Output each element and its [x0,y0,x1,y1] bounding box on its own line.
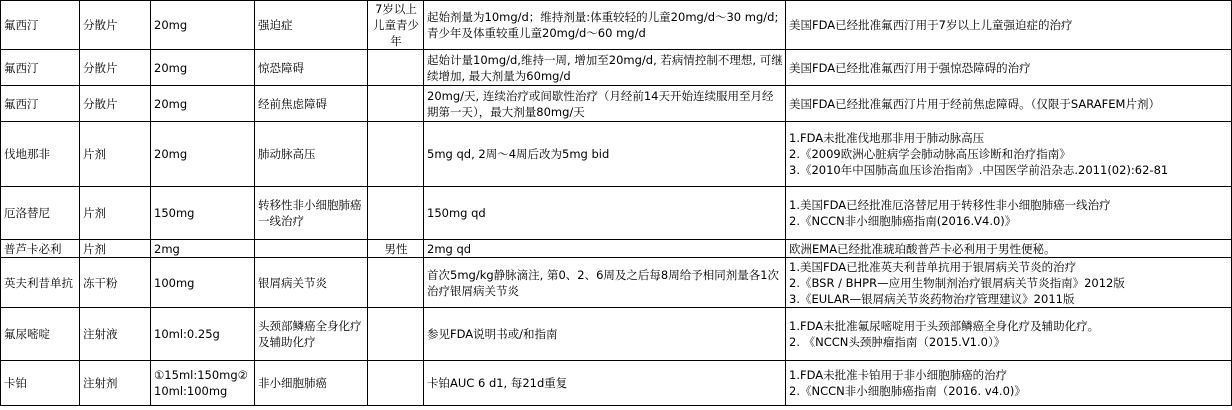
population-cell[interactable] [368,258,424,308]
table-row [1,258,1232,308]
evidence-line: 2.《BSR / BHPR—应用生物制剂治疗银屑病关节炎指南》2012版 [789,275,1125,290]
indication-cell[interactable]: 银屑病关节炎 [255,258,368,308]
dosage-form-cell[interactable]: 注射剂 [80,361,151,406]
indication-cell[interactable]: 非小细胞肺癌 [255,361,368,406]
indication-cell[interactable]: 头颈部鳞癌全身化疗及辅助化疗 [255,308,368,361]
evidence-line: 2. 《NCCN头颈肿瘤指南（2015.V1.0）》 [789,335,1006,349]
population-cell[interactable] [368,187,424,240]
drug-name-cell[interactable]: 英夫利昔单抗 [1,258,80,308]
population-cell[interactable]: 7岁以上儿童青少年 [368,1,424,50]
evidence-line: 1.FDA未批准伐地那非用于肺动脉高压 [789,131,985,145]
drug-name-cell[interactable]: 伐地那非 [1,122,80,187]
dosage-form-cell[interactable]: 分散片 [80,50,151,86]
specification-cell[interactable]: ①15ml:150mg②10ml:100mg [151,361,255,406]
evidence-line: 1.FDA未批准卡铂用于非小细胞肺癌的治疗 [789,368,1008,382]
evidence-cell[interactable]: 欧洲EMA已经批准琥珀酸普芦卡必利用于男性便秘。 [786,240,1232,258]
evidence-line: 3.《EULAR—银屑病关节炎药物治疗管理建议》2011版 [789,291,1075,306]
evidence-cell[interactable] [786,187,1232,240]
drug-name-cell[interactable]: 卡铂 [1,361,80,406]
table-row [1,187,1232,240]
evidence-cell[interactable]: 美国FDA已经批准氟西汀用于7岁以上儿童强迫症的治疗 [786,1,1232,50]
drug-name-cell[interactable]: 氟尿嘧啶 [1,308,80,361]
dosage-cell[interactable]: 起始计量10mg/d,维持一周, 增加至20mg/d, 若病情控制不理想, 可继续增加, 最大剂量为60mg/d [424,50,786,86]
dosage-form-cell[interactable]: 分散片 [80,86,151,122]
drug-name-cell[interactable]: 厄洛替尼 [1,187,80,240]
dosage-form-cell[interactable]: 冻干粉 [80,258,151,308]
drug-name-cell[interactable]: 氟西汀 [1,50,80,86]
specification-cell[interactable]: 20mg [151,50,255,86]
dosage-form-cell[interactable]: 分散片 [80,1,151,50]
population-cell[interactable] [368,122,424,187]
table-row [1,361,1232,406]
drug-name-cell[interactable]: 氟西汀 [1,86,80,122]
evidence-cell[interactable]: 美国FDA已经批准氟西汀片用于经前焦虑障碍。（仅限于SARAFEM片剂） [786,86,1232,122]
table-row [1,50,1232,86]
table-row [1,86,1232,122]
indication-cell[interactable]: 肺动脉高压 [255,122,368,187]
dosage-cell[interactable]: 首次5mg/kg静脉滴注, 第0、2、6周及之后每8周给予相同剂量各1次治疗银屑病关节炎 [424,258,786,308]
drug-name-cell[interactable]: 普芦卡必利 [1,240,80,258]
indication-cell[interactable]: 经前焦虑障碍 [255,86,368,122]
drug-name-cell[interactable]: 氟西汀 [1,1,80,50]
evidence-cell[interactable] [786,361,1232,406]
dosage-form-cell[interactable]: 片剂 [80,122,151,187]
specification-cell[interactable]: 150mg [151,187,255,240]
population-cell[interactable] [368,86,424,122]
evidence-cell[interactable] [786,258,1232,308]
population-cell[interactable] [368,308,424,361]
evidence-line: 1.美国FDA已批准英夫利昔单抗用于银屑病关节炎的治疗 [789,259,1077,274]
evidence-line: 2.《NCCN非小细胞肺癌指南（2016. v4.0)》 [789,384,1026,398]
table-row [1,240,1232,258]
evidence-line: 1.美国FDA已经批准厄洛替尼用于转移性非小细胞肺癌一线治疗 [789,198,1111,212]
specification-cell[interactable]: 10ml:0.25g [151,308,255,361]
evidence-line: 2.《NCCN非小细胞肺癌指南(2016.V4.0)》 [789,214,1017,228]
dosage-cell[interactable]: 2mg qd [424,240,786,258]
dosage-cell[interactable]: 150mg qd [424,187,786,240]
dosage-cell[interactable]: 卡铂AUC 6 d1, 每21d重复 [424,361,786,406]
specification-cell[interactable]: 20mg [151,86,255,122]
specification-cell[interactable]: 2mg [151,240,255,258]
evidence-cell[interactable]: 美国FDA已经批准氟西汀用于强惊恐障碍的治疗 [786,50,1232,86]
dosage-form-cell[interactable]: 片剂 [80,187,151,240]
population-cell[interactable]: 男性 [368,240,424,258]
dosage-cell[interactable]: 5mg qd, 2周～4周后改为5mg bid [424,122,786,187]
evidence-line: 3.《2010年中国肺高血压诊治指南》.中国医学前沿杂志.2011(02):62-81 [789,163,1169,177]
dosage-form-cell[interactable]: 片剂 [80,240,151,258]
evidence-cell[interactable] [786,308,1232,361]
indication-cell[interactable]: 强迫症 [255,1,368,50]
table-row [1,1,1232,50]
dosage-cell[interactable]: 参见FDA说明书或/和指南 [424,308,786,361]
specification-cell[interactable]: 100mg [151,258,255,308]
indication-cell[interactable] [255,240,368,258]
dosage-cell[interactable]: 起始剂量为10mg/d；维持剂量:体重较轻的儿童20mg/d～30 mg/d; 青少年及体重较重儿童20mg/d～60 mg/d [424,1,786,50]
evidence-cell[interactable] [786,122,1232,187]
specification-cell[interactable]: 20mg [151,1,255,50]
indication-cell[interactable]: 转移性非小细胞肺癌一线治疗 [255,187,368,240]
population-cell[interactable] [368,50,424,86]
specification-cell[interactable]: 20mg [151,122,255,187]
indication-cell[interactable]: 惊恐障碍 [255,50,368,86]
population-cell[interactable] [368,361,424,406]
evidence-line: 2.《2009欧洲心脏病学会肺动脉高压诊断和治疗指南》 [789,147,1071,161]
evidence-line: 1.FDA未批准氟尿嘧啶用于头颈部鳞癌全身化疗及辅助化疗。 [789,319,1100,333]
dosage-form-cell[interactable]: 注射液 [80,308,151,361]
dosage-cell[interactable]: 20mg/天, 连续治疗或间歇性治疗（月经前14天开始连续服用至月经期第一天），最大剂量80mg/天 [424,86,786,122]
table-row [1,308,1232,361]
table-row [1,122,1232,187]
